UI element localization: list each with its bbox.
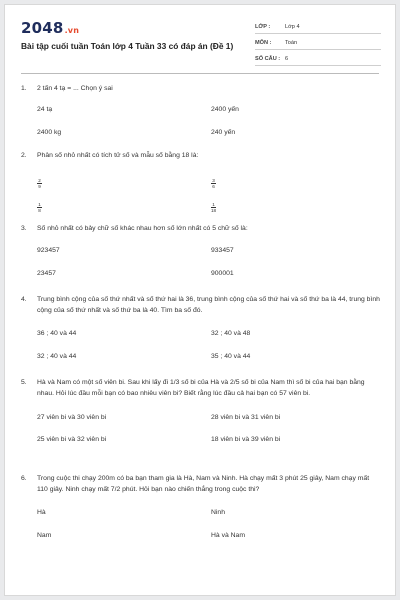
question-text: Trong cuộc thi chạy 200m có ba bạn tham gia là Hà, Nam và Ninh. Hà chạy mất 3 phút 25 giây, Nam chạy mất 110 giây. Ninh chạy mất 7/2 phút. Hỏi bạn nào chiến thắng trong cuộc thi?: [37, 475, 370, 493]
question-number: 2.: [21, 152, 27, 159]
meta-label: LỚP :: [255, 23, 271, 30]
option-b[interactable]: 933457: [211, 247, 234, 254]
question-text: 2 tấn 4 tạ = ... Chọn ý sai: [37, 85, 113, 92]
question-text: Số nhỏ nhất có bảy chữ số khác nhau hơn số lớn nhất có 5 chữ số là:: [37, 225, 248, 232]
logo[interactable]: [21, 19, 79, 37]
question-5: [21, 377, 381, 443]
option-b[interactable]: Ninh: [211, 509, 225, 516]
denominator: 9: [38, 184, 41, 189]
option-d[interactable]: Hà và Nam: [211, 532, 245, 539]
question-text: Phân số nhỏ nhất có tích tử số và mẫu số bằng 18 là:: [37, 152, 199, 159]
meta-label: MÔN :: [255, 39, 272, 46]
worksheet-title: Bài tập cuối tuần Toán lớp 4 Tuần 33 có đáp án (Đề 1): [21, 41, 234, 51]
question-number: 1.: [21, 85, 27, 92]
option-d[interactable]: 18 viên bi và 39 viên bi: [211, 436, 281, 443]
denominator: 8: [38, 208, 41, 213]
denominator: 18: [211, 208, 217, 213]
question-number: 6.: [21, 475, 27, 482]
meta-box: [255, 20, 381, 68]
question-number: 5.: [21, 379, 27, 386]
numerator: 2: [38, 178, 41, 183]
option-b[interactable]: 2400 yến: [211, 106, 239, 113]
numerator: 1: [212, 202, 215, 207]
option-a[interactable]: 36 ; 40 và 44: [37, 330, 77, 337]
option-c[interactable]: 23457: [37, 270, 56, 277]
option-d[interactable]: 35 ; 40 và 44: [211, 353, 251, 360]
denominator: 6: [212, 184, 215, 189]
worksheet-page: [4, 4, 396, 596]
option-a[interactable]: 24 tạ: [37, 106, 53, 113]
question-4: [21, 294, 381, 360]
option-b[interactable]: [211, 178, 216, 189]
meta-value: Lớp 4: [285, 23, 300, 30]
header: [21, 17, 379, 79]
option-c[interactable]: 25 viên bi và 32 viên bi: [37, 436, 107, 443]
numerator: 1: [38, 202, 41, 207]
question-1: [21, 83, 381, 136]
header-divider: [21, 73, 379, 74]
question-text: Hà và Nam có một số viên bi. Sau khi lấy đi 1/3 số bi của Hà và 2/5 số bi của Nam thì số bi của hai bạn bằng nhau. Hỏi lúc đầu mỗi bạn có bao nhiêu viên bi? Biết rằng lúc đầu cả hai bạn có 57 viên bi.: [37, 379, 365, 397]
meta-value: 6: [285, 55, 289, 62]
option-c[interactable]: Nam: [37, 532, 52, 539]
logo-suffix: .vn: [64, 26, 80, 35]
question-2: [21, 150, 381, 213]
numerator: 3: [212, 178, 215, 183]
option-d[interactable]: 900001: [211, 270, 234, 277]
question-number: 3.: [21, 225, 27, 232]
option-c[interactable]: 2400 kg: [37, 129, 62, 136]
meta-label: SỐ CÂU :: [255, 55, 281, 62]
option-d[interactable]: 240 yến: [211, 129, 236, 136]
question-number: 4.: [21, 296, 27, 303]
question-6: [21, 473, 381, 539]
question-text: Trung bình cộng của số thứ nhất và số thứ hai là 36, trung bình cộng của số thứ hai và số thứ ba là 44, trung bình cộng của số thứ nhất và số thứ ba là 40. Tìm ba số đó.: [37, 296, 380, 314]
option-c[interactable]: 32 ; 40 và 44: [37, 353, 77, 360]
option-b[interactable]: 32 ; 40 và 48: [211, 330, 251, 337]
meta-value: Toán: [285, 39, 298, 46]
option-a[interactable]: 27 viên bi và 30 viên bi: [37, 414, 107, 421]
meta-row-subject: [255, 36, 381, 50]
option-a[interactable]: 923457: [37, 247, 60, 254]
option-a[interactable]: [37, 178, 42, 189]
question-3: [21, 223, 381, 277]
option-d[interactable]: [211, 202, 216, 213]
option-c[interactable]: [37, 202, 42, 213]
logo-text: 2048: [21, 19, 64, 37]
meta-row-grade: [255, 20, 381, 34]
option-a[interactable]: Hà: [37, 509, 46, 516]
option-b[interactable]: 28 viên bi và 31 viên bi: [211, 414, 281, 421]
meta-row-count: [255, 52, 381, 66]
